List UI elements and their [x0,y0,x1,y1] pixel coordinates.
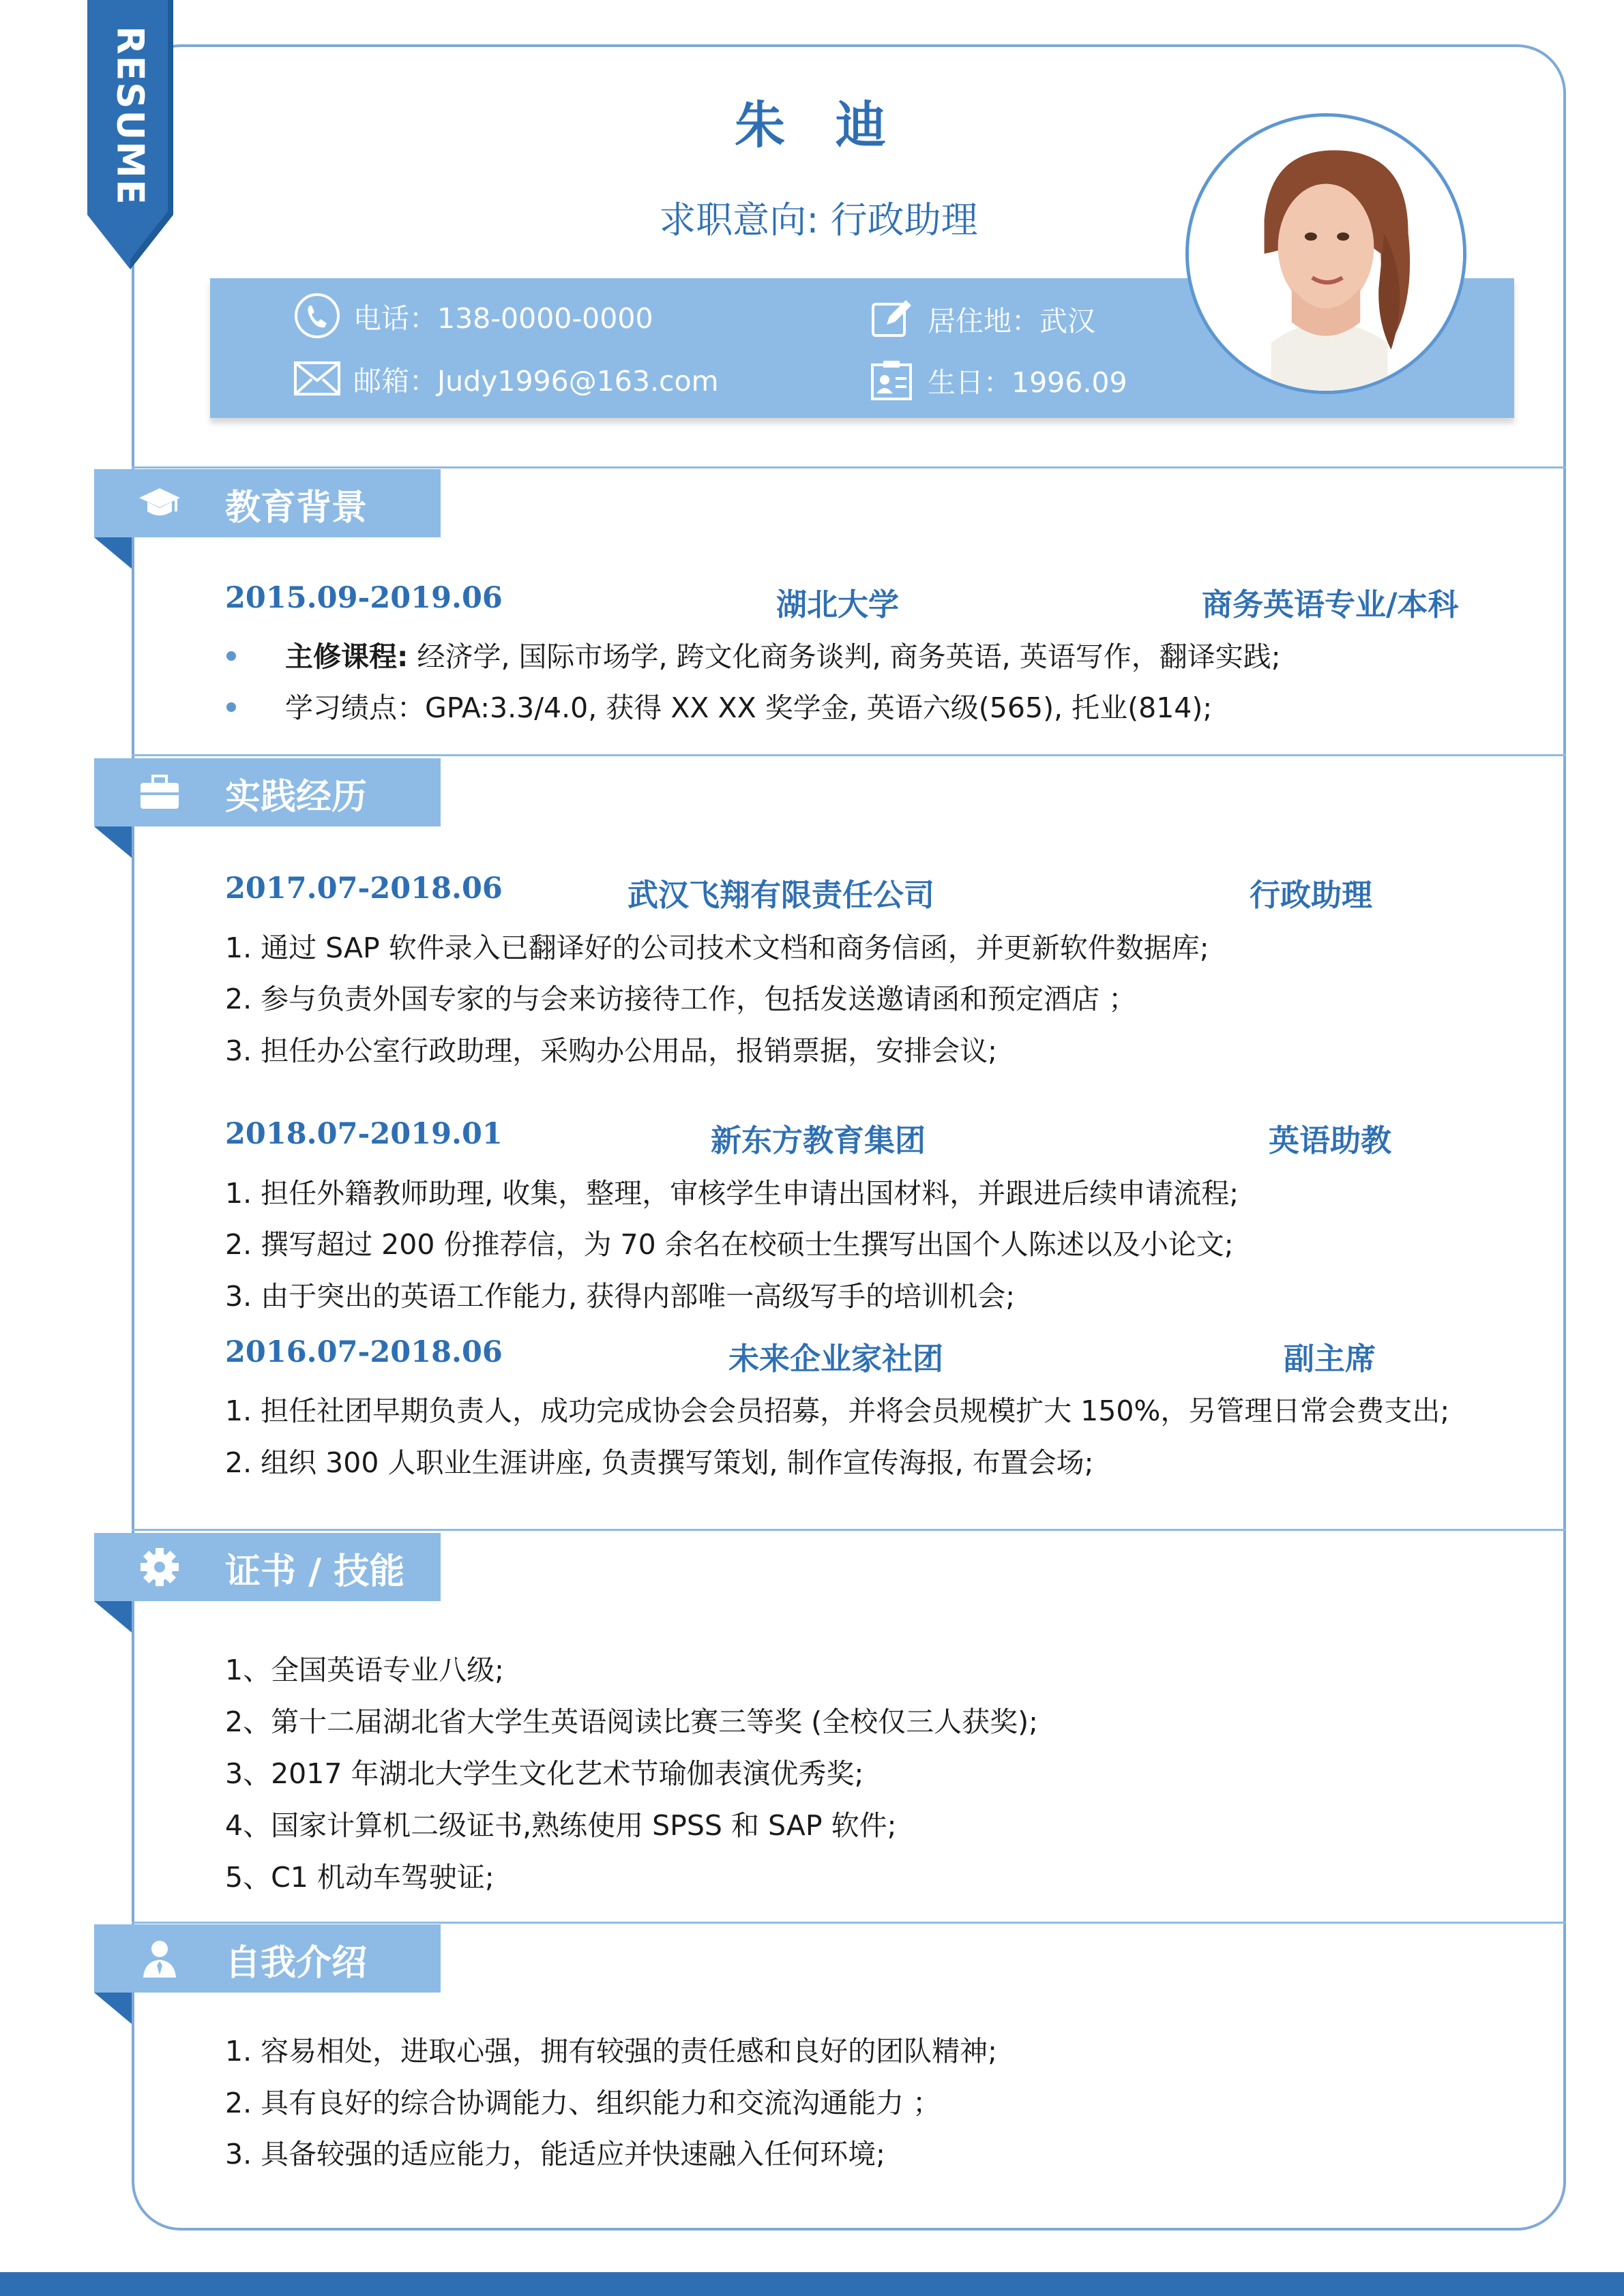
section-header-education [94,469,441,537]
resume-ribbon [87,0,173,269]
section-header-experience [94,758,441,826]
job-intent: 求职意向: 行政助理 [659,198,978,241]
envelope-icon [293,355,341,402]
id-card-icon [868,356,915,404]
bullet-dot [226,702,236,712]
experience-date: 2017.07-2018.06 [225,871,503,906]
section-divider [132,1922,1566,1924]
list-item: 5、C1 机动车驾驶证; [225,1861,494,1894]
experience-org: 武汉飞翔有限责任公司 [628,877,935,913]
contact-address [868,295,1095,342]
person-icon [138,1937,181,1980]
edit-icon [868,295,915,342]
section-title: 实践经历 [225,777,368,818]
section-divider [132,1529,1566,1531]
birthday-text: 生日：1996.09 [928,366,1127,399]
list-item: 2. 参与负责外国专家的与会来访接待工作，包括发送邀请函和预定酒店 ； [225,983,1137,1015]
contact-email [293,355,719,402]
address-text: 居住地：武汉 [928,304,1095,338]
section-divider [132,466,1566,468]
list-item: 1、全国英语专业八级; [225,1654,504,1686]
experience-date: 2018.07-2019.01 [225,1117,503,1151]
list-item: 2. 具有良好的综合协调能力、组织能力和交流沟通能力 ； [225,2087,941,2119]
contact-birthday [868,356,1127,404]
education-major: 商务英语专业/本科 [1202,586,1459,623]
experience-role: 副主席 [1284,1341,1376,1377]
experience-date: 2016.07-2018.06 [225,1335,503,1369]
list-item: 2、第十二届湖北省大学生英语阅读比赛三等奖 (全校仅三人获奖); [225,1705,1038,1738]
footer-bar [0,2272,1624,2296]
email-text: 邮箱：Judy1996@163.com [353,364,719,398]
experience-org: 未来企业家社团 [728,1341,944,1377]
candidate-name: 朱 迪 [735,96,902,155]
section-header-self-intro [94,1924,441,1993]
section-divider [132,754,1566,756]
ribbon-label: RESUME [108,26,152,206]
section-header-certificates [94,1533,441,1601]
contact-phone [293,292,653,340]
phone-icon [293,292,341,340]
list-item: 3. 担任办公室行政助理，采购办公用品，报销票据，安排会议; [225,1034,997,1067]
profile-photo [1185,113,1466,394]
list-item: 3、2017 年湖北大学生文化艺术节瑜伽表演优秀奖; [225,1757,864,1790]
gear-icon [138,1545,181,1589]
education-courses: 主修课程: 经济学, 国际市场学, 跨文化商务谈判, 商务英语, 英语写作，翻译实践; [285,640,1281,673]
list-item: 1. 通过 SAP 软件录入已翻译好的公司技术文档和商务信函，并更新软件数据库; [225,931,1209,964]
experience-role: 英语助教 [1269,1122,1392,1159]
education-date: 2015.09-2019.06 [225,581,503,615]
education-gpa: 学习绩点：GPA:3.3/4.0, 获得 XX XX 奖学金, 英语六级(565), 托业(814); [285,691,1213,724]
list-item: 3. 由于突出的英语工作能力, 获得内部唯一高级写手的培训机会; [225,1280,1016,1313]
section-title: 证书 / 技能 [225,1551,405,1592]
briefcase-icon [138,771,181,814]
list-item: 1. 担任外籍教师助理, 收集，整理，审核学生申请出国材料，并跟进后续申请流程; [225,1177,1239,1210]
experience-role: 行政助理 [1250,877,1373,913]
list-item: 4、国家计算机二级证书,熟练使用 SPSS 和 SAP 软件; [225,1809,897,1842]
list-item: 1. 容易相处，进取心强，拥有较强的责任感和良好的团队精神; [225,2035,997,2068]
list-item: 1. 担任社团早期负责人，成功完成协会会员招募，并将会员规模扩大 150%，另管理日常会费支出; [225,1395,1450,1427]
list-item: 2. 撰写超过 200 份推荐信，为 70 余名在校硕士生撰写出国个人陈述以及小论文; [225,1228,1234,1261]
experience-org: 新东方教育集团 [711,1122,926,1159]
graduation-cap-icon [138,481,181,525]
section-title: 教育背景 [225,488,368,528]
list-item: 3. 具备较强的适应能力，能适应并快速融入任何环境; [225,2138,885,2171]
education-school: 湖北大学 [776,586,900,623]
section-title: 自我介绍 [225,1943,368,1984]
phone-text: 电话：138-0000-0000 [353,301,653,335]
list-item: 2. 组织 300 人职业生涯讲座, 负责撰写策划, 制作宣传海报, 布置会场; [225,1446,1094,1479]
bullet-dot [226,651,236,661]
